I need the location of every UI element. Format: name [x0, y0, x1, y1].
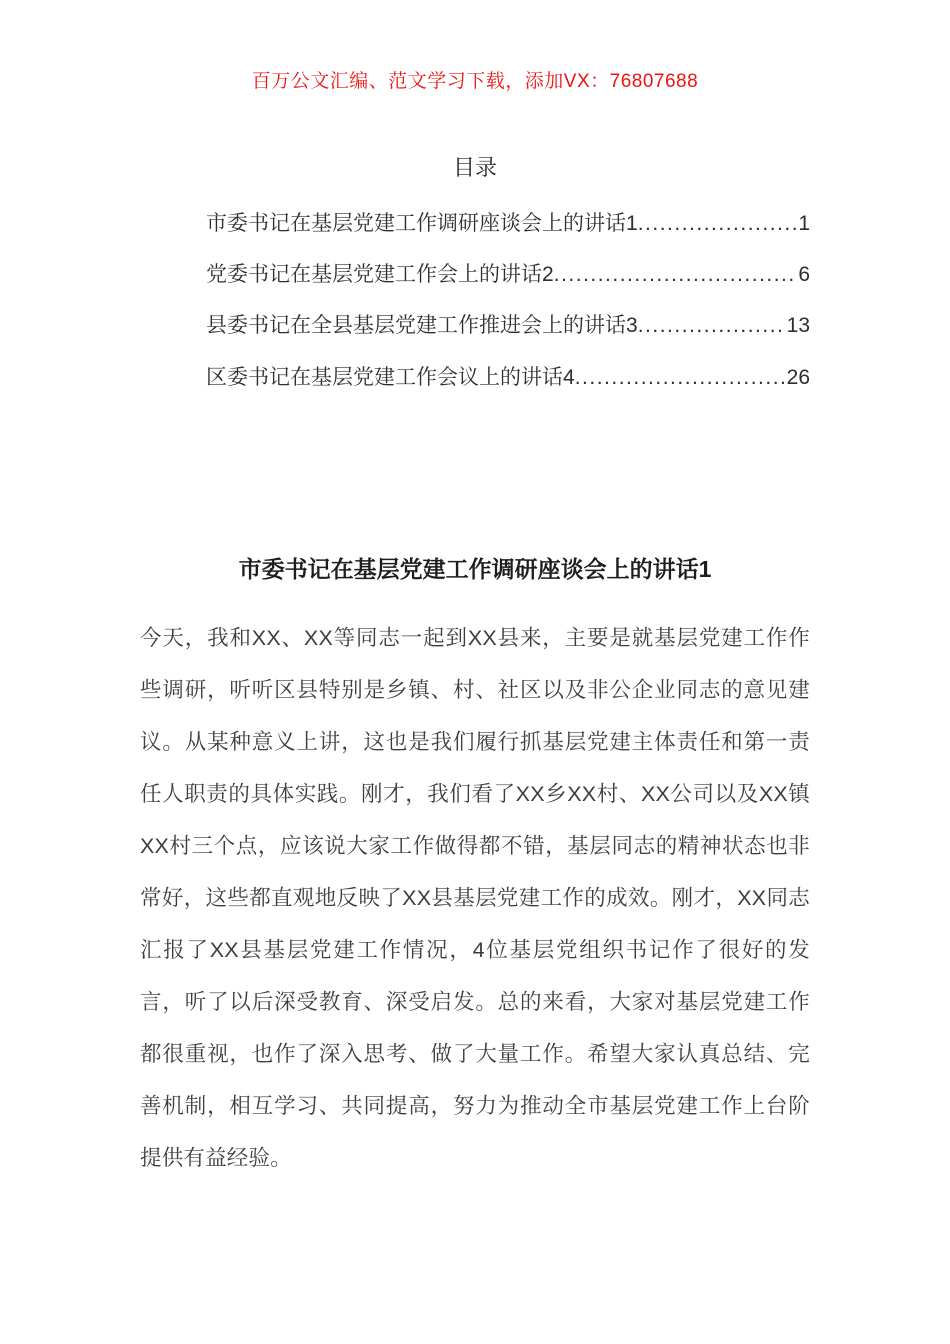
toc-leader: [638, 300, 785, 351]
table-of-contents: [140, 198, 810, 403]
toc-entry-label: 市委书记在基层党建工作调研座谈会上的讲话1: [206, 212, 638, 235]
header-notice: 百万公文汇编、范文学习下载，添加VX：76807688: [251, 71, 699, 92]
toc-entry-label: 区委书记在基层党建工作会议上的讲话4: [206, 365, 575, 389]
toc-leader: [554, 249, 797, 300]
section-heading: 市委书记在基层党建工作调研座谈会上的讲话1: [238, 555, 712, 582]
toc-leader: [575, 352, 785, 403]
toc-entry-page: 1: [798, 212, 810, 235]
toc-entry: [206, 198, 810, 249]
toc-title: 目录: [452, 155, 497, 180]
toc-entry: [206, 352, 810, 403]
toc-entry-label: 党委书记在基层党建工作会上的讲话2: [206, 263, 554, 287]
toc-entry: [206, 300, 810, 351]
toc-entry-page: 6: [798, 263, 810, 287]
body-paragraph: 今天，我和XX、XX等同志一起到XX县来，主要是就基层党建工作作些调研，听听区县特别是乡镇、村、社区以及非公企业同志的意见建议。从某种意义上讲，这也是我们履行抓基层党建主体责任和第一责任人职责的具体实践。刚才，我们看了XX乡XX村、XX公司以及XX镇XX村三个点，应该说大家工作做得都不错，基层同志的精神状态也非常好，这些都直观地反映了XX县基层党建工作的成效。刚才，XX同志汇报了XX县基层党建工作情况，4位基层党组织书记作了很好的发言，听了以后深受教育、深受启发。总的来看，大家对基层党建工作都很重视，也作了深入思考、做了大量工作。希望大家认真总结、完善机制，相互学习、共同提高，努力为推动全市基层党建工作上台阶提供有益经验。: [140, 625, 810, 1171]
toc-entry: [206, 249, 810, 300]
toc-leader: [638, 198, 797, 249]
toc-entry-label: 县委书记在全县基层党建工作推进会上的讲话3: [206, 314, 638, 338]
toc-entry-page: 26: [786, 365, 810, 389]
toc-entry-page: 13: [786, 314, 810, 338]
